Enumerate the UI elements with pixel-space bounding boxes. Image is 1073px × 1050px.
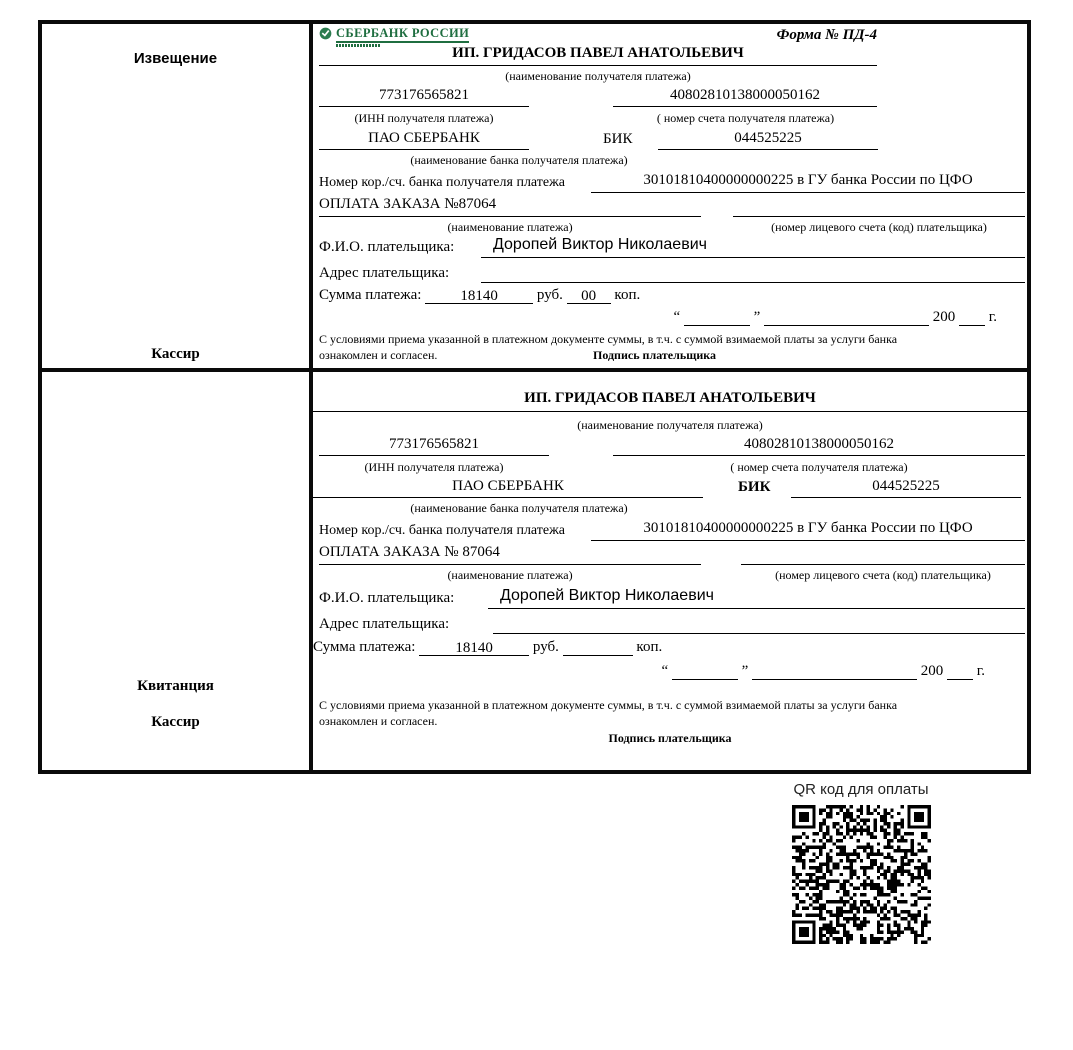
inn-label: (ИНН получателя платежа) (364, 460, 504, 474)
account-value: 40802810138000050162 (613, 436, 1025, 456)
sberbank-logo (319, 27, 469, 47)
date-row (673, 309, 997, 326)
signature-label: Подпись плательщика (608, 731, 732, 745)
qr-section (775, 781, 947, 944)
date-day-line (672, 664, 738, 680)
year-suffix: г. (988, 309, 997, 325)
kop-label: коп. (614, 287, 641, 303)
close-quote: ” (741, 663, 749, 679)
bik-value: 044525225 (658, 130, 878, 150)
year-line (947, 664, 973, 680)
qr-label: QR код для оплаты (793, 781, 929, 798)
sum-label: Сумма платежа: (313, 639, 416, 655)
signature-label: Подпись плательщика (593, 348, 716, 362)
open-quote: “ (661, 663, 669, 679)
year-prefix: 200 (920, 663, 944, 679)
payment-name-value: ОПЛАТА ЗАКАЗА № 87064 (319, 544, 701, 565)
sum-kop-value: 00 (567, 288, 611, 304)
payer-address-label: Адрес плательщика: (319, 265, 450, 281)
corr-account-label: Номер кор./сч. банка получателя платежа (319, 175, 565, 190)
recipient-name-label: (наименование получателя платежа) (577, 418, 763, 432)
inn-value: 773176565821 (319, 87, 529, 107)
personal-account-label: (номер лицевого счета (код) плательщика) (775, 568, 991, 582)
bank-name-label: (наименование банка получателя платежа) (410, 501, 628, 515)
recipient-name-label: (наименование получателя платежа) (505, 69, 691, 83)
notice-right-cell (313, 24, 1027, 368)
payer-fio-value: Доропей Виктор Николаевич (488, 587, 1025, 609)
payer-address-line (493, 615, 1025, 634)
recipient-name: ИП. ГРИДАСОВ ПАВЕЛ АНАТОЛЬЕВИЧ (313, 390, 1027, 412)
recipient-name: ИП. ГРИДАСОВ ПАВЕЛ АНАТОЛЬЕВИЧ (319, 45, 877, 66)
sberbank-emblem-icon (319, 27, 332, 45)
section-notice (42, 24, 1027, 372)
date-month-line (752, 664, 917, 680)
bik-label: БИК (603, 131, 633, 147)
account-value: 40802810138000050162 (613, 87, 877, 107)
payment-name-label: (наименование платежа) (447, 568, 573, 582)
bik-label: БИК (738, 479, 771, 495)
section-receipt (42, 372, 1027, 770)
notice-cashier-label: Кассир (151, 346, 200, 362)
receipt-title: Квитанция (137, 678, 214, 694)
kop-label: коп. (636, 639, 663, 655)
inn-label: (ИНН получателя платежа) (354, 111, 494, 125)
sum-rub-value: 18140 (425, 288, 533, 304)
payment-sum-row (313, 639, 662, 656)
payer-fio-value: Доропей Виктор Николаевич (481, 236, 1025, 258)
sberbank-logo-text: СБЕРБАНК РОССИИ (336, 27, 469, 43)
sum-rub-value: 18140 (419, 640, 529, 656)
corr-account-value: 30101810400000000225 в ГУ банка России по ЦФО (591, 172, 1025, 193)
receipt-left-cell (42, 372, 313, 770)
corr-account-label: Номер кор./сч. банка получателя платежа (319, 523, 565, 538)
close-quote: ” (753, 309, 761, 325)
receipt-cashier-label: Кассир (151, 714, 200, 730)
date-row (661, 663, 985, 680)
bank-name-value: ПАО СБЕРБАНК (313, 478, 703, 498)
year-suffix: г. (976, 663, 985, 679)
qr-code-image (792, 805, 931, 944)
payer-fio-label: Ф.И.О. плательщика: (319, 590, 455, 606)
agreement-line1: С условиями приема указанной в платежном документе суммы, в т.ч. с суммой взимаемой платы за услуги банка (319, 698, 898, 712)
payer-fio-label: Ф.И.О. плательщика: (319, 239, 455, 255)
personal-account-line (741, 544, 1025, 565)
personal-account-label: (номер лицевого счета (код) плательщика) (771, 220, 987, 234)
date-month-line (764, 310, 929, 326)
receipt-right-cell (313, 372, 1027, 770)
open-quote: “ (673, 309, 681, 325)
personal-account-line (733, 196, 1025, 217)
notice-title: Извещение (133, 50, 218, 67)
payment-name-value: ОПЛАТА ЗАКАЗА №87064 (319, 196, 701, 217)
bik-value: 044525225 (791, 478, 1021, 498)
form-number: Форма № ПД-4 (776, 27, 877, 43)
rub-label: руб. (532, 639, 559, 655)
payment-sum-row (319, 287, 640, 304)
agreement-line2: ознакомлен и согласен. (319, 714, 438, 728)
account-label: ( номер счета получателя платежа) (730, 460, 908, 474)
inn-value: 773176565821 (319, 436, 549, 456)
payer-address-line (481, 264, 1025, 283)
account-label: ( номер счета получателя платежа) (656, 111, 835, 125)
corr-account-value: 30101810400000000225 в ГУ банка России по ЦФО (591, 520, 1025, 541)
year-line (959, 310, 985, 326)
bank-name-label: (наименование банка получателя платежа) (410, 153, 628, 167)
sum-label: Сумма платежа: (319, 287, 422, 303)
rub-label: руб. (536, 287, 563, 303)
sum-kop-value (563, 640, 633, 656)
payer-address-label: Адрес плательщика: (319, 616, 450, 632)
pd4-form (38, 20, 1031, 774)
year-prefix: 200 (932, 309, 956, 325)
date-day-line (684, 310, 750, 326)
agreement-line2: ознакомлен и согласен. (319, 348, 438, 362)
payment-name-label: (наименование платежа) (447, 220, 573, 234)
notice-left-cell (42, 24, 313, 368)
agreement-line1: С условиями приема указанной в платежном документе суммы, в т.ч. с суммой взимаемой платы за услуги банка (319, 332, 898, 346)
bank-name-value: ПАО СБЕРБАНК (319, 130, 529, 150)
